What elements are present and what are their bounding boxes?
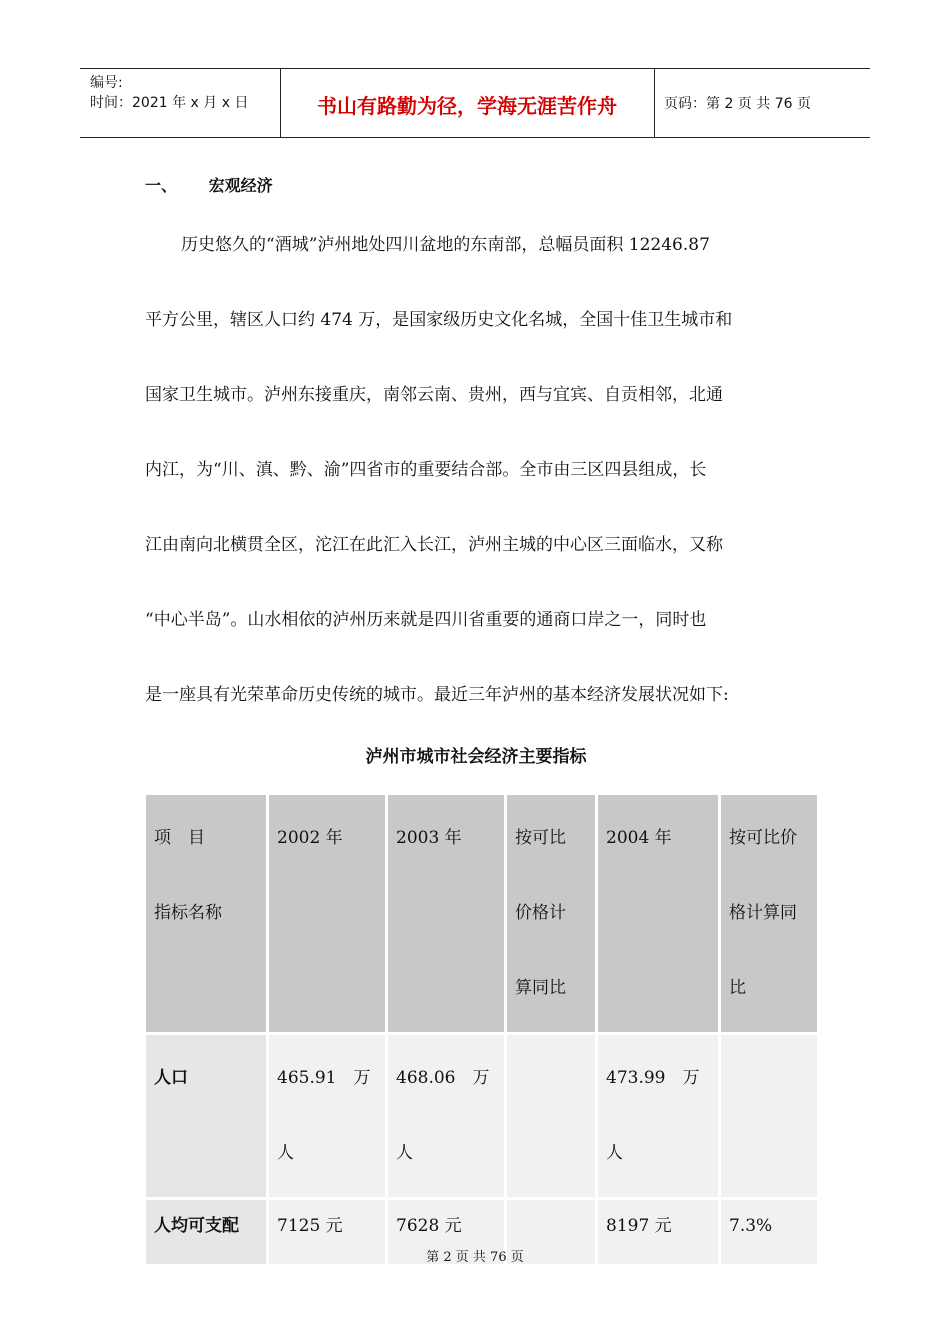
table-header-cell: 2002 年	[269, 795, 385, 1032]
paragraph-line: 历史悠久的“酒城”泸州地处四川盆地的东南部，总幅员面积 12246.87	[181, 235, 710, 255]
table-cell: 465.91 万 人	[269, 1035, 385, 1197]
section-heading	[145, 173, 273, 196]
table-cell: 7125 元	[269, 1200, 385, 1264]
table-cell: 7628 元	[388, 1200, 504, 1264]
table-header-cell: 2004 年	[598, 795, 718, 1032]
header-page-info: 页码：第 2 页 共 76 页	[664, 96, 811, 112]
table-header-row	[146, 795, 817, 1032]
page-footer: 第 2 页 共 76 页	[426, 1250, 524, 1265]
paragraph-line: “中心半岛”。山水相依的泸州历来就是四川省重要的通商口岸之一，同时也	[145, 610, 707, 630]
page-header	[80, 68, 870, 138]
table-header-cell: 项 目 指标名称	[146, 795, 266, 1032]
table-header-cell: 2003 年	[388, 795, 504, 1032]
table-cell: 473.99 万 人	[598, 1035, 718, 1197]
paragraph-line: 是一座具有光荣革命历史传统的城市。最近三年泸州的基本经济发展状况如下:	[145, 685, 729, 705]
paragraph-line: 江由南向北横贯全区，沱江在此汇入长江，泸州主城的中心区三面临水，又称	[145, 535, 723, 555]
section-title: 宏观经济	[208, 176, 273, 195]
header-divider	[654, 69, 655, 137]
header-meta	[90, 73, 280, 113]
paragraph-line: 国家卫生城市。泸州东接重庆，南邻云南、贵州，西与宜宾、自贡相邻，北通	[145, 385, 723, 405]
table-title: 泸州市城市社会经济主要指标	[365, 747, 587, 767]
table-cell: 468.06 万 人	[388, 1035, 504, 1197]
body-paragraph	[145, 228, 807, 753]
paragraph-line: 平方公里，辖区人口约 474 万，是国家级历史文化名城，全国十佳卫生城市和	[145, 310, 733, 330]
number-label: 编号:	[90, 75, 123, 91]
table-cell: 人均可支配	[146, 1200, 266, 1264]
section-number: 一、	[145, 176, 178, 195]
paragraph-line: 内江，为“川、滇、黔、渝”四省市的重要结合部。全市由三区四县组成，长	[145, 460, 707, 480]
table-cell: 7.3%	[721, 1200, 817, 1264]
table-header-cell: 按可比 价格计 算同比	[507, 795, 595, 1032]
table-header-cell: 按可比价 格计算同 比	[721, 795, 817, 1032]
table-row	[146, 1035, 817, 1197]
time-label: 时间：2021 年 x 月 x 日	[90, 95, 249, 111]
table-cell: 8197 元	[598, 1200, 718, 1264]
table-cell	[721, 1035, 817, 1197]
table-cell	[507, 1035, 595, 1197]
indicator-table	[143, 792, 820, 1267]
header-motto: 书山有路勤为径，学海无涯苦作舟	[317, 94, 617, 118]
table-cell: 人口	[146, 1035, 266, 1197]
